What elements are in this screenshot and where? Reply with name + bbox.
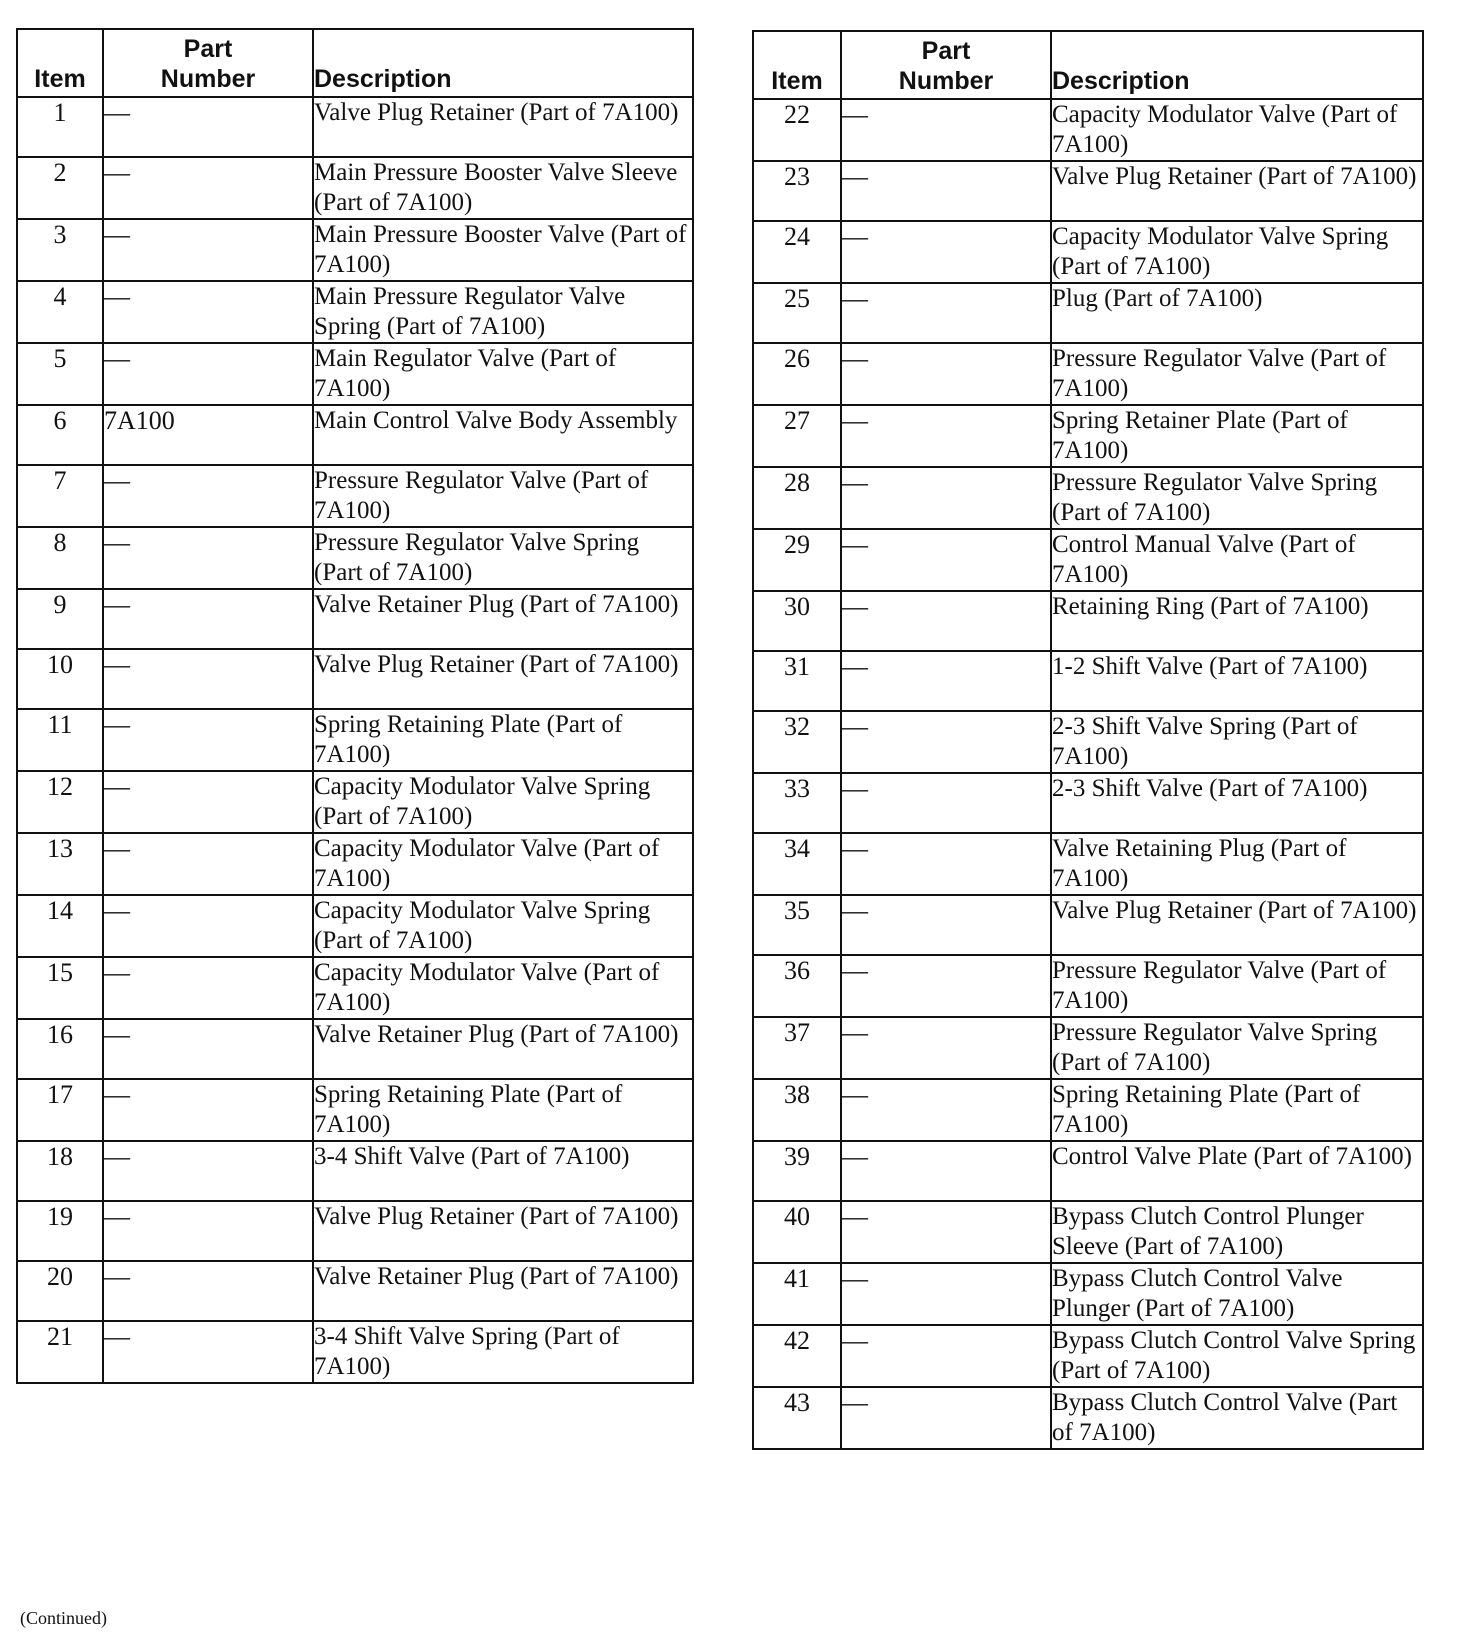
item-cell: 34 <box>753 833 841 895</box>
item-cell: 3 <box>17 219 103 281</box>
part-number-cell: — <box>103 895 313 957</box>
description-cell: Valve Retaining Plug (Part of 7A100) <box>1051 833 1423 895</box>
table-row <box>17 97 693 157</box>
part-number-cell: — <box>103 709 313 771</box>
part-number-cell: — <box>103 465 313 527</box>
description-column-header: Description <box>313 29 693 97</box>
table-row <box>753 711 1423 773</box>
description-cell: Pressure Regulator Valve (Part of 7A100) <box>313 465 693 527</box>
table-row <box>17 895 693 957</box>
part-number-cell: — <box>841 405 1051 467</box>
item-column-header: Item <box>753 31 841 99</box>
table-row <box>753 651 1423 711</box>
item-cell: 6 <box>17 405 103 465</box>
item-cell: 1 <box>17 97 103 157</box>
item-cell: 23 <box>753 161 841 221</box>
table-row <box>17 833 693 895</box>
description-cell: Retaining Ring (Part of 7A100) <box>1051 591 1423 651</box>
table-row <box>17 527 693 589</box>
item-cell: 27 <box>753 405 841 467</box>
part-number-header-line2: Number <box>160 65 256 93</box>
description-cell: Capacity Modulator Valve Spring (Part of 7A100) <box>313 771 693 833</box>
table-row <box>17 157 693 219</box>
table-row <box>753 955 1423 1017</box>
part-number-cell: — <box>841 1325 1051 1387</box>
item-cell: 19 <box>17 1201 103 1261</box>
table-row <box>753 283 1423 343</box>
description-cell: 2-3 Shift Valve (Part of 7A100) <box>1051 773 1423 833</box>
description-column-header: Description <box>1051 31 1423 99</box>
table-row <box>753 1141 1423 1201</box>
table-row <box>17 219 693 281</box>
table-row <box>17 1079 693 1141</box>
item-cell: 26 <box>753 343 841 405</box>
table-row <box>753 833 1423 895</box>
item-cell: 20 <box>17 1261 103 1321</box>
item-cell: 37 <box>753 1017 841 1079</box>
header-row <box>753 31 1423 99</box>
table-row <box>17 281 693 343</box>
part-number-cell: — <box>841 221 1051 283</box>
table-row <box>17 465 693 527</box>
table-row <box>17 1141 693 1201</box>
item-cell: 40 <box>753 1201 841 1263</box>
part-number-cell: — <box>841 343 1051 405</box>
part-number-cell: — <box>841 1201 1051 1263</box>
part-number-cell: — <box>103 1261 313 1321</box>
table-row <box>753 1263 1423 1325</box>
item-cell: 18 <box>17 1141 103 1201</box>
table-row <box>17 649 693 709</box>
part-number-cell: — <box>103 527 313 589</box>
description-cell: Spring Retaining Plate (Part of 7A100) <box>1051 1079 1423 1141</box>
item-cell: 7 <box>17 465 103 527</box>
item-cell: 11 <box>17 709 103 771</box>
part-number-header-line1: Part <box>183 35 233 63</box>
part-number-cell: — <box>841 283 1051 343</box>
description-cell: Capacity Modulator Valve (Part of 7A100) <box>1051 99 1423 161</box>
item-cell: 31 <box>753 651 841 711</box>
part-number-cell: — <box>841 895 1051 955</box>
description-cell: Spring Retainer Plate (Part of 7A100) <box>1051 405 1423 467</box>
table-row <box>17 1261 693 1321</box>
part-number-column-header <box>103 29 313 97</box>
table-row <box>17 1321 693 1383</box>
description-cell: Pressure Regulator Valve Spring (Part of 7A100) <box>1051 467 1423 529</box>
description-cell: Capacity Modulator Valve (Part of 7A100) <box>313 957 693 1019</box>
part-number-cell: — <box>103 833 313 895</box>
part-number-cell: — <box>841 467 1051 529</box>
table-row <box>753 343 1423 405</box>
part-number-cell: — <box>103 219 313 281</box>
description-cell: Bypass Clutch Control Valve (Part of 7A100) <box>1051 1387 1423 1449</box>
description-cell: Plug (Part of 7A100) <box>1051 283 1423 343</box>
item-cell: 15 <box>17 957 103 1019</box>
item-cell: 12 <box>17 771 103 833</box>
table-row <box>753 1017 1423 1079</box>
description-cell: Valve Plug Retainer (Part of 7A100) <box>1051 161 1423 221</box>
description-cell: Spring Retaining Plate (Part of 7A100) <box>313 1079 693 1141</box>
right-table-body <box>753 99 1423 1449</box>
part-number-cell: — <box>841 1079 1051 1141</box>
part-number-cell: — <box>841 161 1051 221</box>
table-row <box>17 589 693 649</box>
item-cell: 28 <box>753 467 841 529</box>
description-cell: Pressure Regulator Valve (Part of 7A100) <box>1051 955 1423 1017</box>
table-row <box>753 99 1423 161</box>
description-cell: Bypass Clutch Control Valve Spring (Part of 7A100) <box>1051 1325 1423 1387</box>
table-row <box>17 771 693 833</box>
description-cell: Main Pressure Booster Valve Sleeve (Part of 7A100) <box>313 157 693 219</box>
part-number-cell: — <box>103 1079 313 1141</box>
table-row <box>753 529 1423 591</box>
description-cell: Pressure Regulator Valve (Part of 7A100) <box>1051 343 1423 405</box>
item-cell: 8 <box>17 527 103 589</box>
part-number-cell: — <box>841 1387 1051 1449</box>
item-cell: 17 <box>17 1079 103 1141</box>
description-cell: 3-4 Shift Valve Spring (Part of 7A100) <box>313 1321 693 1383</box>
part-number-cell: — <box>841 591 1051 651</box>
table-row <box>753 591 1423 651</box>
continued-note: (Continued) <box>20 1608 107 1628</box>
description-cell: 3-4 Shift Valve (Part of 7A100) <box>313 1141 693 1201</box>
table-row <box>753 161 1423 221</box>
description-cell: Control Manual Valve (Part of 7A100) <box>1051 529 1423 591</box>
table-row <box>17 709 693 771</box>
item-cell: 2 <box>17 157 103 219</box>
part-number-cell: — <box>103 1201 313 1261</box>
table-row <box>753 773 1423 833</box>
description-cell: Control Valve Plate (Part of 7A100) <box>1051 1141 1423 1201</box>
part-number-cell: — <box>841 711 1051 773</box>
part-number-cell: — <box>841 1141 1051 1201</box>
description-cell: Spring Retaining Plate (Part of 7A100) <box>313 709 693 771</box>
description-cell: Main Control Valve Body Assembly <box>313 405 693 465</box>
table-row <box>753 1387 1423 1449</box>
table-row <box>753 221 1423 283</box>
item-cell: 39 <box>753 1141 841 1201</box>
part-number-cell: — <box>103 957 313 1019</box>
item-cell: 22 <box>753 99 841 161</box>
item-cell: 14 <box>17 895 103 957</box>
item-cell: 5 <box>17 343 103 405</box>
part-number-cell: — <box>841 651 1051 711</box>
table-row <box>17 405 693 465</box>
description-cell: Valve Plug Retainer (Part of 7A100) <box>313 649 693 709</box>
item-cell: 21 <box>17 1321 103 1383</box>
item-cell: 24 <box>753 221 841 283</box>
table-row <box>17 1019 693 1079</box>
item-cell: 10 <box>17 649 103 709</box>
description-cell: Valve Retainer Plug (Part of 7A100) <box>313 1019 693 1079</box>
description-cell: Main Regulator Valve (Part of 7A100) <box>313 343 693 405</box>
item-cell: 41 <box>753 1263 841 1325</box>
description-cell: Valve Plug Retainer (Part of 7A100) <box>313 1201 693 1261</box>
parts-table-left <box>16 28 694 1384</box>
part-number-cell: — <box>103 1321 313 1383</box>
item-cell: 42 <box>753 1325 841 1387</box>
part-number-header-line1: Part <box>921 37 971 65</box>
description-cell: Valve Plug Retainer (Part of 7A100) <box>313 97 693 157</box>
table-row <box>17 957 693 1019</box>
table-row <box>17 1201 693 1261</box>
item-cell: 29 <box>753 529 841 591</box>
item-cell: 4 <box>17 281 103 343</box>
item-cell: 30 <box>753 591 841 651</box>
parts-table-right <box>752 30 1424 1450</box>
table-row <box>17 343 693 405</box>
part-number-cell: — <box>103 1019 313 1079</box>
part-number-header-line2: Number <box>898 67 994 95</box>
description-cell: Valve Retainer Plug (Part of 7A100) <box>313 589 693 649</box>
table-row <box>753 405 1423 467</box>
item-cell: 36 <box>753 955 841 1017</box>
description-cell: Valve Plug Retainer (Part of 7A100) <box>1051 895 1423 955</box>
description-cell: Main Pressure Booster Valve (Part of 7A100) <box>313 219 693 281</box>
description-cell: Main Pressure Regulator Valve Spring (Part of 7A100) <box>313 281 693 343</box>
description-cell: Valve Retainer Plug (Part of 7A100) <box>313 1261 693 1321</box>
part-number-cell: 7A100 <box>103 405 313 465</box>
table-row <box>753 1325 1423 1387</box>
description-cell: 1-2 Shift Valve (Part of 7A100) <box>1051 651 1423 711</box>
item-cell: 35 <box>753 895 841 955</box>
table-row <box>753 895 1423 955</box>
item-cell: 38 <box>753 1079 841 1141</box>
header-row <box>17 29 693 97</box>
description-cell: Pressure Regulator Valve Spring (Part of 7A100) <box>313 527 693 589</box>
table-row <box>753 467 1423 529</box>
part-number-cell: — <box>841 773 1051 833</box>
left-table-body <box>17 97 693 1383</box>
item-cell: 13 <box>17 833 103 895</box>
item-cell: 16 <box>17 1019 103 1079</box>
part-number-cell: — <box>841 99 1051 161</box>
description-cell: Bypass Clutch Control Valve Plunger (Part of 7A100) <box>1051 1263 1423 1325</box>
table-row <box>753 1201 1423 1263</box>
item-cell: 32 <box>753 711 841 773</box>
part-number-cell: — <box>103 281 313 343</box>
part-number-column-header <box>841 31 1051 99</box>
part-number-cell: — <box>103 343 313 405</box>
item-cell: 9 <box>17 589 103 649</box>
description-cell: Capacity Modulator Valve Spring (Part of 7A100) <box>313 895 693 957</box>
part-number-cell: — <box>841 955 1051 1017</box>
description-cell: Bypass Clutch Control Plunger Sleeve (Part of 7A100) <box>1051 1201 1423 1263</box>
part-number-cell: — <box>103 97 313 157</box>
part-number-cell: — <box>841 529 1051 591</box>
table-row <box>753 1079 1423 1141</box>
item-column-header: Item <box>17 29 103 97</box>
part-number-cell: — <box>103 1141 313 1201</box>
item-cell: 25 <box>753 283 841 343</box>
item-cell: 33 <box>753 773 841 833</box>
part-number-cell: — <box>103 771 313 833</box>
description-cell: 2-3 Shift Valve Spring (Part of 7A100) <box>1051 711 1423 773</box>
part-number-cell: — <box>103 157 313 219</box>
part-number-cell: — <box>841 1263 1051 1325</box>
part-number-cell: — <box>841 1017 1051 1079</box>
description-cell: Capacity Modulator Valve Spring (Part of 7A100) <box>1051 221 1423 283</box>
description-cell: Pressure Regulator Valve Spring (Part of 7A100) <box>1051 1017 1423 1079</box>
description-cell: Capacity Modulator Valve (Part of 7A100) <box>313 833 693 895</box>
part-number-cell: — <box>103 649 313 709</box>
part-number-cell: — <box>103 589 313 649</box>
part-number-cell: — <box>841 833 1051 895</box>
item-cell: 43 <box>753 1387 841 1449</box>
